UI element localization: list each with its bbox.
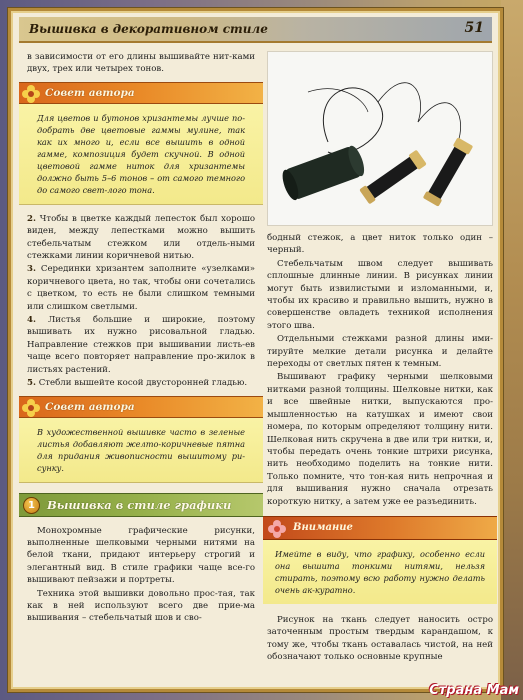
author-tip-box — [19, 418, 263, 483]
step-paragraph — [27, 377, 255, 389]
body-paragraph: бодный стежок, а цвет ниток только один – черный. — [267, 233, 493, 256]
author-tip-box — [19, 104, 263, 205]
step-text: Чтобы в цветке каждый лепесток был хорошо виден, между лепестками можно вышить стебельчатым стежком или отдель-ными стежками линии коричневой нитью. — [27, 213, 255, 262]
section-header — [19, 493, 263, 517]
attention-title: Внимание — [293, 521, 353, 533]
body-paragraph: Отдельными стежками разной длины ими-тируйте мелкие детали рисунка и делайте переходы от светлых пятен к темным. — [267, 334, 493, 370]
magazine-page — [8, 8, 503, 692]
flower-icon — [21, 398, 41, 418]
right-column — [267, 51, 493, 665]
author-tip-title: Совет автора — [45, 86, 135, 99]
body-paragraph: Рисунок на ткань следует наносить остро заточенным простым твердым карандашом, к тому же, чтобы ткань оставалась чистой, на ней обозначают только основные крупные — [267, 614, 493, 663]
page-header — [19, 17, 492, 43]
thread-spools-image — [268, 52, 492, 225]
thread-spools-photo — [267, 51, 493, 226]
body-paragraph: Вышивают графику черными шелковыми нитками разной толщины. Шелковые нитки, как и все швейные нитки, выпускаются про-мышленностью на катушках и имеют свои номера, по которым определяют толщину нити. Шелковая нить скручена в две или три нитки, и, чтобы передать очень тонкие штрихи рисунка, нить необходимо поделить на тонкие нити. Только помните, что тон-кая нить непрочная и для вышивания нужно сначала отрезать короткую нитку, а затем уже ее разъединить. — [267, 372, 493, 507]
author-tip-title: Совет автора — [45, 400, 135, 413]
left-column — [27, 51, 255, 626]
step-paragraph — [27, 263, 255, 313]
intro-text: в зависимости от его длины вышивайте нит-ками двух, трех или четырех тонов. — [27, 52, 255, 75]
right-edge-strip — [501, 0, 523, 700]
step-text: Стебли вышейте косой двусторонней гладью. — [38, 378, 248, 389]
site-watermark: Страна Мам — [429, 683, 519, 698]
section-number-badge: 1 — [23, 497, 40, 514]
section-paragraph: Монохромные графические рисунки, выполненные шелковыми черными нитями на белой ткани, придают интерьеру строгий и элегантный вид. В стиле графики чаще все-го вышивают пейзажи и портреты. — [27, 525, 255, 586]
flower-icon — [267, 519, 287, 539]
step-text: Листья большие и широкие, поэтому вышивать их нужно рисовальной гладью. Направление стежков при вышивании листь-ев чаще всего повторяет направление про-жилок в листьях растений. — [27, 315, 256, 375]
step-number: 4. — [27, 315, 36, 326]
step-number: 5. — [27, 378, 36, 389]
step-text: Серединки хризантем заполните «узелками» коричневого цвета, но так, чтобы они сочетались с цветком, то есть не были слишком темными или слишком светлыми. — [27, 264, 255, 312]
step-number: 2. — [27, 213, 36, 224]
author-tip-header — [19, 82, 263, 104]
attention-header — [263, 516, 497, 540]
attention-box — [263, 540, 497, 604]
page-number: 51 — [464, 20, 484, 36]
attention-text: Имейте в виду, что графику, особенно если она вышита тонкими нитями, нельзя стирать, поэтому всю работу нужно делать очень ак-куратно. — [275, 548, 485, 595]
section-title: Вышивка в стиле графики — [47, 497, 232, 512]
body-paragraph: Стебельчатым швом следует вышивать сплошные длинные линии. В рисунках линии могут быть извилистыми и изломанными, и, чтобы их красиво и правильно вышить, нужно в совершенстве овладеть техникой исполнения этого шва. — [267, 258, 493, 331]
step-paragraph — [27, 314, 255, 376]
section-paragraph: Техника этой вышивки довольно прос-тая, так как в ней используют всего две прие-ма вышивания – стебельчатый шов и сво- — [27, 588, 255, 624]
flower-icon — [21, 84, 41, 104]
author-tip-text: Для цветов и бутонов хризантемы лучше по-добрать две цветовые гаммы мулине, так как их много и, если все вышить в одной гамме, композиция будет скучной. В одной цветовой гамме ниток для хризантемы должно быть 5–6 тонов – от самого темного до самого свет-лого тона. — [37, 112, 245, 195]
header-title: Вышивка в декоративном стиле — [29, 22, 268, 36]
author-tip-text: В художественной вышивке часто в зеленые листья добавляют желто-коричневые пятна для придания живописности вышитому ри-сунку. — [37, 426, 245, 473]
author-tip-header — [19, 396, 263, 418]
step-number: 3. — [27, 264, 36, 275]
step-paragraph — [27, 213, 255, 263]
